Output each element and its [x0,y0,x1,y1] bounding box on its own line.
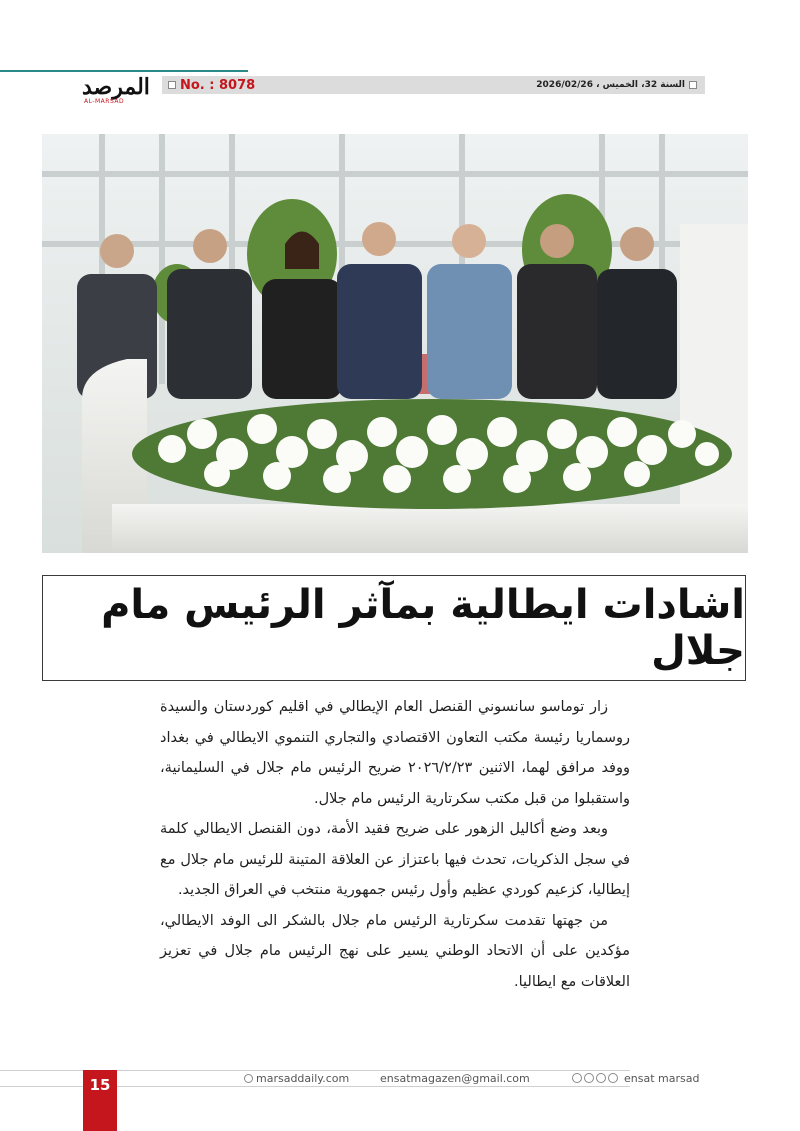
instagram-icon[interactable] [596,1073,606,1083]
square-icon [689,81,697,89]
globe-icon [244,1074,253,1083]
footer-website[interactable] [244,1072,349,1085]
article-body [160,692,630,997]
square-icon [168,81,176,89]
header-bar [162,76,705,94]
masthead-logo [82,74,160,104]
issue-date-text: السنة 32، الخميس ، 2026/02/26 [536,80,685,90]
article-paragraph: من جهتها تقدمت سكرتارية الرئيس مام جلال بالشكر الى الوفد الايطالي، مؤكدين على أن الاتحاد الوطني يسير على نهج الرئيس مام جلال في تعزيز العلاقات مع ايطاليا. [160,912,630,990]
footer-handle: ensat marsad [624,1072,700,1085]
twitter-icon[interactable] [584,1073,594,1083]
article-paragraph: زار توماسو سانسوني القنصل العام الإيطالي في اقليم كوردستان والسيدة روسماريا رئيسة مكتب التعاون الاقتصادي والتجاري التنموي الايطالي في بغداد ووفد مرافق لهما، الاثنين ٢٠٢٦/٢/٢٣ ضريح الرئيس مام جلال في السليمانية، واستقبلوا من قبل مكتب سكرتارية الرئيس مام جلال. [160,699,630,807]
headline-box [42,575,746,681]
logo-subtitle: AL-MARSAD [84,98,125,105]
logo-text: المرصد [82,74,150,100]
top-rule [0,70,248,72]
footer-email[interactable]: ensatmagazen@gmail.com [380,1072,530,1085]
issue-number [162,78,255,93]
social-icons [572,1073,618,1083]
facebook-icon[interactable] [572,1073,582,1083]
headline: اشادات ايطالية بمآثر الرئيس مام جلال [101,582,745,674]
issue-number-text: No. : 8078 [180,77,256,93]
issue-date [536,80,705,90]
article-paragraph: وبعد وضع أكاليل الزهور على ضريح فقيد الأمة، دون القنصل الايطالي كلمة في سجل الذكريات، تحدث فيها باعتزاز عن العلاقة المتينة للرئيس مام جلال مع إيطاليا، كزعيم كوردي عظيم وأول رئيس جمهورية منتخب في العراق الجديد. [160,821,630,898]
page-number: 15 [89,1076,111,1094]
article-photo [42,134,748,553]
youtube-icon[interactable] [608,1073,618,1083]
footer-website-text: marsaddaily.com [256,1072,350,1085]
